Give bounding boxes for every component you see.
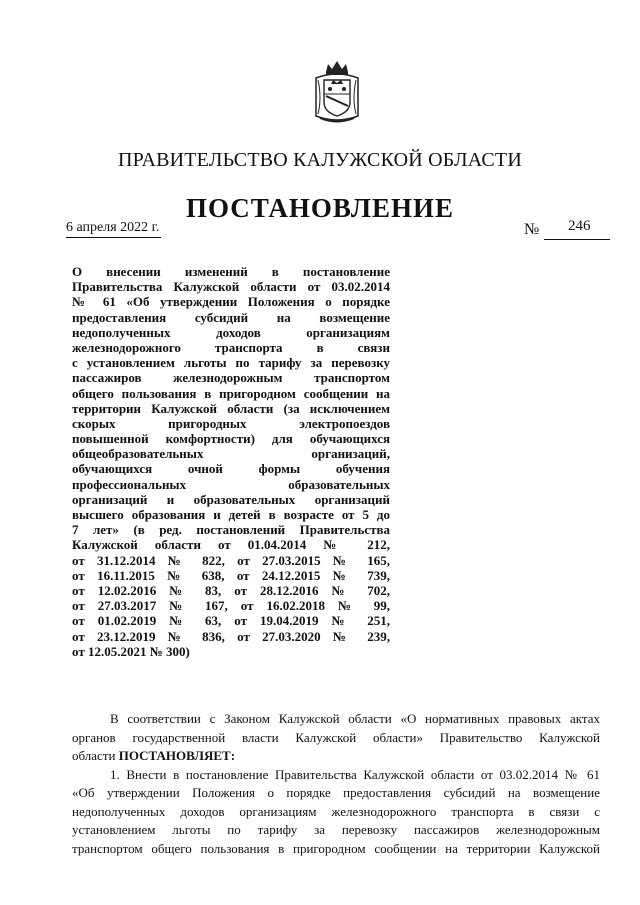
body-line: установлением льготы по тарифу за перевозку пассажиров железнодорожным: [72, 822, 600, 837]
document-title: [72, 264, 390, 659]
number-sign: №: [524, 221, 540, 238]
body-line: «Об утверждении Положения о порядке предоставления субсидий на возмещение: [72, 785, 600, 800]
title-line: недополученных доходов организациям: [72, 324, 390, 340]
title-line: Калужской области от 01.04.2014 № 212,: [72, 537, 390, 553]
title-line: от 16.11.2015 № 638, от 24.12.2015 № 739,: [72, 567, 390, 583]
body-line: В соответствии с Законом Калужской области «О нормативных правовых актах: [110, 711, 600, 726]
title-line: общего пользования в пригородном сообщении на: [72, 385, 390, 401]
document-number: 246: [568, 218, 591, 234]
title-line: 7 лет» (в ред. постановлений Правительства: [72, 522, 390, 538]
title-line: № 61 «Об утверждении Положения о порядке: [72, 294, 390, 310]
title-line: Правительства Калужской области от 03.02.2014: [72, 279, 390, 295]
title-line: железнодорожного транспорта в связи: [72, 339, 390, 355]
title-line: от 01.02.2019 № 63, от 19.04.2019 № 251,: [72, 613, 390, 629]
document-date: 6 апреля 2022 г.: [66, 220, 161, 238]
title-line: от 27.03.2017 № 167, от 16.02.2018 № 99,: [72, 598, 390, 614]
title-line: от 23.12.2019 № 836, от 27.03.2020 № 239,: [72, 628, 390, 644]
title-line: высшего образования и детей в возрасте от 5 до: [72, 507, 390, 522]
coat-of-arms-icon: [312, 58, 362, 126]
body-text: области: [72, 748, 116, 763]
title-line: пассажиров железнодорожным транспортом: [72, 370, 390, 386]
body-line: недополученных доходов организациям железнодорожного транспорта в связи с: [72, 803, 600, 819]
document-body: [72, 710, 600, 858]
title-line: от 12.02.2016 № 83, от 28.12.2016 № 702,: [72, 582, 390, 598]
document-type: ПОСТАНОВЛЕНИЕ: [185, 193, 455, 223]
title-line: скорых пригородных электропоездов: [72, 415, 390, 431]
title-line: территории Калужской области (за исключением: [72, 400, 390, 416]
resolves-keyword: ПОСТАНОВЛЯЕТ:: [118, 748, 236, 763]
title-line: О внесении изменений в постановление: [72, 264, 390, 279]
body-line: [72, 747, 600, 766]
number-underline: [544, 239, 610, 240]
title-line: организаций и образовательных организаций: [72, 491, 390, 507]
body-line: транспортом общего пользования в пригородном сообщении на территории Калужской: [72, 840, 600, 856]
title-line: от 12.05.2021 № 300): [72, 643, 190, 659]
government-name: ПРАВИТЕЛЬСТВО КАЛУЖСКОЙ ОБЛАСТИ: [118, 149, 522, 171]
title-line: от 31.12.2014 № 822, от 27.03.2015 № 165,: [72, 552, 390, 568]
title-line: обучающихся очной формы обучения: [72, 461, 390, 477]
title-line: профессиональных образовательных: [72, 476, 390, 492]
title-line: предоставления субсидий на возмещение: [72, 309, 390, 325]
body-line: органов государственной власти Калужской области» Правительство Калужской: [72, 729, 600, 745]
body-line: 1. Внести в постановление Правительства Калужской области от 03.02.2014 № 61: [110, 766, 600, 782]
title-line: общеобразовательных организаций,: [72, 446, 390, 462]
title-line: повышенной комфортности) для обучающихся: [72, 431, 390, 447]
title-line: с установлением льготы по тарифу за перевозку: [72, 355, 390, 371]
